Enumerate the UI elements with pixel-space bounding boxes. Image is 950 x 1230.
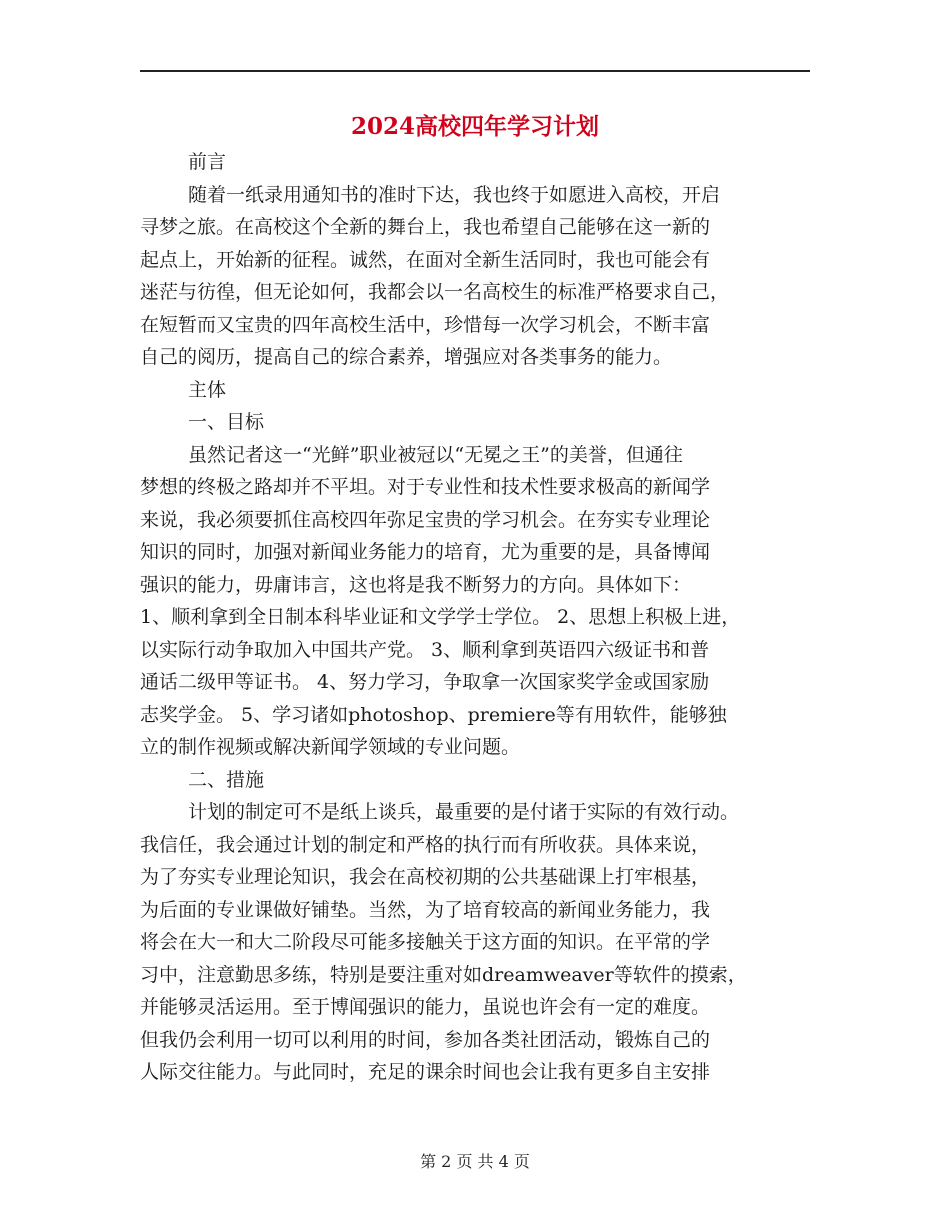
document-body — [140, 146, 812, 1089]
text-line: 为了夯实专业理论知识，我会在高校初期的公共基础课上打牢根基， — [140, 866, 711, 888]
text-line: 在短暂而又宝贵的四年高校生活中，珍惜每一次学习机会，不断丰富 — [140, 313, 711, 336]
document-title: 2024高校四年学习计划 — [350, 113, 599, 140]
text-line: 强识的能力，毋庸讳言，这也将是我不断努力的方向。具体如下： — [140, 573, 692, 596]
text-line: 习中，注意勤思多练，特别是要注重对如dreamweaver等软件的摸索， — [140, 963, 747, 986]
text-line: 但我仍会利用一切可以利用的时间，参加各类社团活动，锻炼自己的 — [140, 1028, 711, 1051]
text-line: 通话二级甲等证书。 4、努力学习，争取拿一次国家奖学金或国家励 — [140, 671, 710, 693]
text-line: 随着一纸录用通知书的准时下达，我也终于如愿进入高校，开启 — [188, 183, 721, 206]
text-line: 立的制作视频或解决新闻学领域的专业问题。 — [140, 736, 521, 758]
text-line: 将会在大一和大二阶段尽可能多接触关于这方面的知识。在平常的学 — [140, 931, 711, 953]
text-line: 志奖学金。 5、学习诸如photoshop、premiere等有用软件，能够独 — [140, 703, 727, 726]
text-line: 1、顺利拿到全日制本科毕业证和文学学士学位。 2、思想上积极上进， — [140, 606, 741, 628]
text-line: 人际交往能力。与此同时，充足的课余时间也会让我有更多自主安排 — [140, 1061, 711, 1083]
text-line: 梦想的终极之路却并不平坦。对于专业性和技术性要求极高的新闻学 — [140, 476, 711, 498]
text-line: 来说，我必须要抓住高校四年弥足宝贵的学习机会。在夯实专业理论 — [140, 508, 711, 531]
text-line: 二、措施 — [188, 768, 265, 791]
page-footer: 第 2 页 共 4 页 — [420, 1152, 530, 1171]
text-line: 前言 — [188, 151, 227, 173]
text-line: 知识的同时，加强对新闻业务能力的培育，尤为重要的是，具备博闻 — [140, 541, 711, 563]
text-line: 虽然记者这一“光鲜”职业被冠以“无冕之王”的美誉，但通往 — [188, 443, 683, 466]
text-line: 并能够灵活运用。至于博闻强识的能力，虽说也许会有一定的难度。 — [140, 996, 711, 1018]
text-line: 一、目标 — [188, 411, 265, 433]
text-line: 我信任，我会通过计划的制定和严格的执行而有所收获。具体来说， — [140, 833, 711, 856]
text-line: 计划的制定可不是纸上谈兵，最重要的是付诸于实际的有效行动。 — [188, 801, 740, 823]
text-line: 起点上，开始新的征程。诚然，在面对全新生活同时，我也可能会有 — [140, 248, 711, 271]
text-line: 寻梦之旅。在高校这个全新的舞台上，我也希望自己能够在这一新的 — [140, 216, 711, 238]
text-line: 自己的阅历，提高自己的综合素养，增强应对各类事务的能力。 — [140, 346, 673, 368]
text-line: 以实际行动争取加入中国共产党。 3、顺利拿到英语四六级证书和普 — [140, 638, 710, 661]
text-line: 主体 — [188, 378, 227, 401]
text-line: 为后面的专业课做好铺垫。当然，为了培育较高的新闻业务能力，我 — [140, 898, 711, 921]
text-line: 迷茫与彷徨，但无论如何，我都会以一名高校生的标准严格要求自己， — [140, 281, 730, 303]
header-rule — [140, 70, 810, 72]
